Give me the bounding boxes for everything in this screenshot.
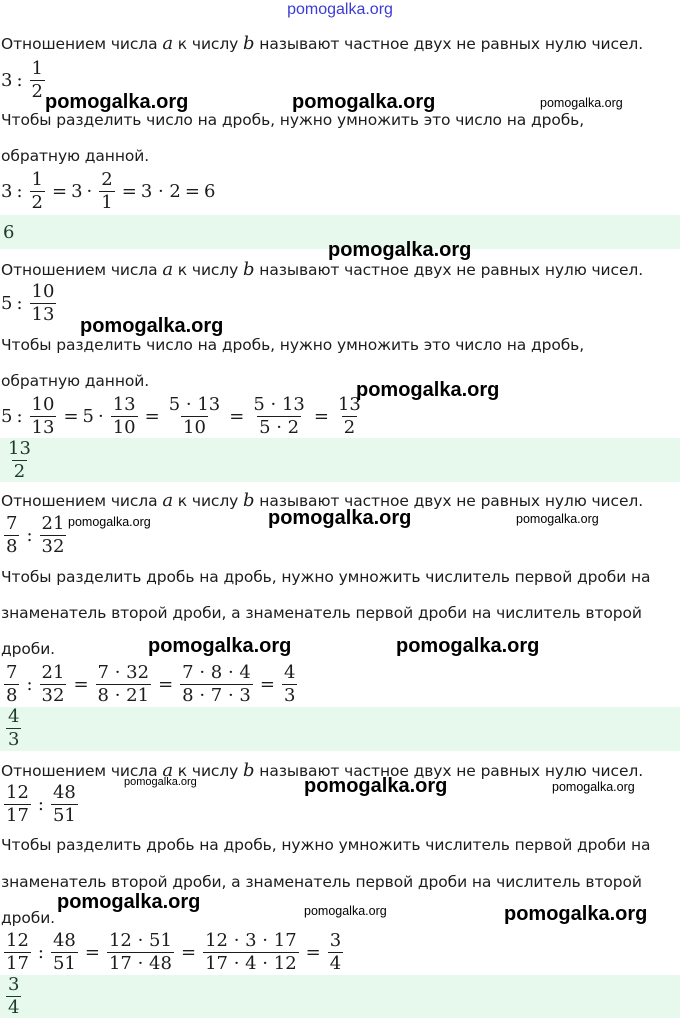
- expression: 5 : $\frac{10}{13}$: [1, 281, 55, 325]
- definition-text: Отношением числа a к числу b называют частное двух не равных нулю чисел.: [1, 490, 644, 511]
- header-watermark: pomogalka.org: [287, 1, 393, 18]
- watermark: pomogalka.org: [148, 635, 292, 657]
- watermark: pomogalka.org: [396, 635, 540, 657]
- watermark: pomogalka.org: [268, 507, 412, 529]
- watermark: pomogalka.org: [516, 512, 599, 526]
- rule-text: дроби.: [1, 640, 55, 658]
- solution: $\frac{7}{8}$ : $\frac{21}{32}$ = $\frac{7 \cdot 32}{8 \cdot 21}$ = $\frac{7 \cdot 8 \cdot 4}{8 \cdot 7 \cdot 3}$ = $\frac{4}{3}$: [6, 662, 296, 706]
- rule-text: Чтобы разделить дробь на дробь, нужно умножить числитель первой дроби на: [1, 836, 651, 854]
- answer-box: [0, 975, 680, 1018]
- rule-text: Чтобы разделить число на дробь, нужно умножить это число на дробь,: [1, 111, 585, 129]
- watermark: pomogalka.org: [57, 891, 201, 913]
- watermark: pomogalka.org: [328, 239, 472, 261]
- expression: 3 : $\frac{1}{2}$: [1, 58, 43, 102]
- watermark: pomogalka.org: [552, 780, 635, 794]
- rule-text: знаменатель второй дроби, а знаменатель первой дроби на числитель второй: [1, 873, 642, 891]
- rule-text: знаменатель второй дроби, а знаменатель первой дроби на числитель второй: [1, 604, 642, 622]
- rule-text: Чтобы разделить дробь на дробь, нужно умножить числитель первой дроби на: [1, 568, 651, 586]
- answer-box: [0, 438, 680, 482]
- watermark: pomogalka.org: [356, 379, 500, 401]
- expression: $\frac{7}{8}$ : $\frac{21}{32}$: [6, 513, 65, 557]
- definition-text: Отношением числа a к числу b называют частное двух не равных нулю чисел.: [1, 33, 644, 54]
- solution: $\frac{12}{17}$ : $\frac{48}{51}$ = $\frac{12 \cdot 51}{17 \cdot 48}$ = $\frac{12 \cdot 3 \cdot 17}{17 \cdot 4 \cdot 12}$ = $\frac{3}{4}$: [6, 930, 342, 974]
- solution: 3 : $\frac{1}{2}$ = 3 · $\frac{2}{1}$ = 3 · 2 = 6: [1, 169, 216, 213]
- answer-value: $\frac{13}{2}$: [8, 438, 31, 482]
- definition-text: Отношением числа a к числу b называют частное двух не равных нулю чисел.: [1, 760, 644, 781]
- answer-value: $\frac{3}{4}$: [8, 974, 20, 1018]
- answer-box: [0, 707, 680, 751]
- watermark: pomogalka.org: [540, 96, 623, 110]
- rule-text: дроби.: [1, 909, 55, 927]
- rule-text: обратную данной.: [1, 147, 150, 165]
- solution: 5 : $\frac{10}{13}$ = 5 · $\frac{13}{10}$ = $\frac{5 \cdot 13}{10}$ = $\frac{5 \cdot 13}{5 \cdot 2}$ = $\frac{13}{2}$: [1, 394, 361, 438]
- watermark: pomogalka.org: [45, 91, 189, 113]
- watermark: pomogalka.org: [292, 91, 436, 113]
- watermark: pomogalka.org: [68, 515, 151, 529]
- rule-text: Чтобы разделить число на дробь, нужно умножить это число на дробь,: [1, 336, 585, 354]
- watermark: pomogalka.org: [504, 903, 648, 925]
- answer-value: $\frac{4}{3}$: [8, 706, 20, 750]
- answer-value: 6: [3, 222, 15, 243]
- watermark: pomogalka.org: [80, 315, 224, 337]
- fraction: $\frac{1}{2}$: [31, 58, 43, 102]
- watermark: pomogalka.org: [304, 904, 387, 918]
- expression: $\frac{12}{17}$ : $\frac{48}{51}$: [6, 782, 76, 826]
- definition-text: Отношением числа a к числу b называют частное двух не равных нулю чисел.: [1, 259, 644, 280]
- watermark: pomogalka.org: [124, 776, 197, 788]
- rule-text: обратную данной.: [1, 372, 150, 390]
- watermark: pomogalka.org: [304, 775, 448, 797]
